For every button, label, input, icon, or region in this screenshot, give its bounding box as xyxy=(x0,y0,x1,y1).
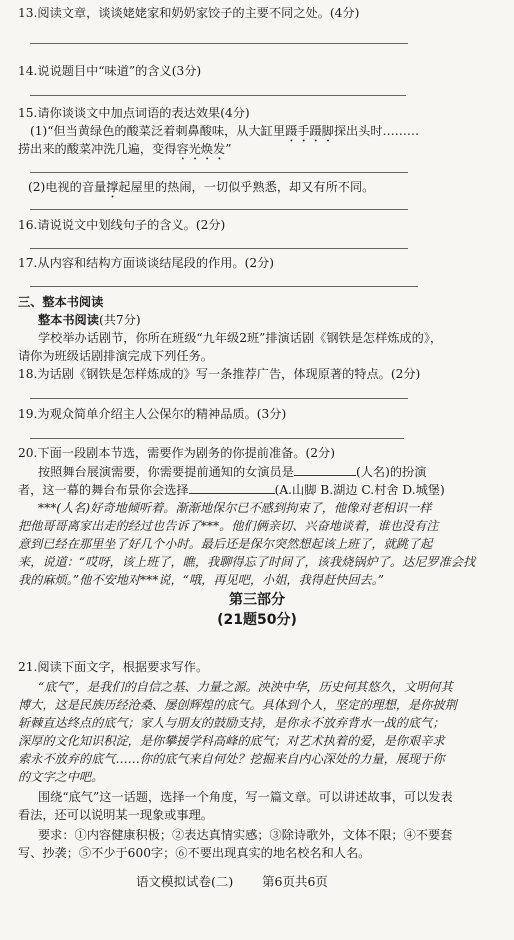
emphasized-word: 撑 xyxy=(106,180,119,194)
question-16: 16.请说说文中划线句子的含义。(2分) xyxy=(18,218,226,232)
part-3-score: (21题50分) xyxy=(217,612,297,628)
q20-text: 者，这一幕的舞台布景你会选择 xyxy=(18,483,189,497)
section-3-subheading xyxy=(38,313,514,328)
q15-text: 探出头时……… xyxy=(333,124,420,138)
task-line-1: 围绕“底气”这一话题，选择一个角度，写一篇文章。可以讲述故事，可以发表 xyxy=(38,790,453,804)
answer-line xyxy=(30,286,418,287)
essay-prompt-line-6: 的文字之中吧。 xyxy=(18,770,104,784)
script-line-5: 我的麻烦。”他不安地对***说，“哦，再见吧，小姐，我得赶快回去。” xyxy=(18,573,385,587)
answer-line xyxy=(30,248,408,249)
part-3-title: 第三部分 xyxy=(229,592,285,608)
script-line-3: 意到已经在那里坐了好几个小时。最后还是保尔突然想起该上班了，就跳了起 xyxy=(18,537,433,551)
essay-prompt-line-1: “底气”，是我们的自信之基、力量之源。泱泱中华，历史何其悠久，文明何其 xyxy=(38,680,453,694)
question-15: 15.请你谈谈文中加点词语的表达效果(4分) xyxy=(18,106,250,120)
emphasized-word: 蹑手蹑脚 xyxy=(285,124,334,138)
q15-text: 捞出来的酸菜冲洗几遍，变得 xyxy=(18,142,177,156)
essay-prompt-line-2: 博大，这是民族历经沧桑、屡创辉煌的底气。具体到个人，坚定的理想，是你披荆 xyxy=(18,698,457,712)
intro-line-2: 请你为班级话剧排演完成下列任务。 xyxy=(18,349,213,363)
q15-text: (1)“但当黄绿色的酸菜泛着刺鼻酸味，从大缸里 xyxy=(30,124,286,138)
question-20-line-1 xyxy=(38,464,514,480)
subheading-score: (共7分) xyxy=(98,313,141,327)
answer-line xyxy=(30,43,408,44)
script-line-1: ***(人名)好奇地倾听着。渐渐地保尔已不感到拘束了，他像对老相识一样 xyxy=(38,501,432,515)
q15-text: 起屋里的热闹，一切似乎熟悉，却又有所不同。 xyxy=(118,180,375,194)
requirement-line-1: 要求：①内容健康积极；②表达真情实感；③除诗歌外，文体不限；④不要套 xyxy=(38,828,453,842)
script-line-2: 把他哥哥离家出走的经过也告诉了***。他们俩亲切、兴奋地谈着，谁也没有注 xyxy=(18,519,439,533)
question-14: 14.说说题目中“味道”的含义(3分) xyxy=(18,64,202,78)
answer-line xyxy=(30,172,408,173)
subheading-label: 整本书阅读 xyxy=(38,313,99,327)
essay-prompt-line-3: 斩棘直达终点的底气；家人与朋友的鼓励支持，是你永不放弃背水一战的底气； xyxy=(18,716,445,730)
blank-actress-name[interactable] xyxy=(294,464,356,476)
answer-line xyxy=(30,438,404,439)
essay-prompt-line-4: 深厚的文化知识积淀，是你攀援学科高峰的底气；对艺术执着的爱，是你艰辛求 xyxy=(18,734,445,748)
answer-line xyxy=(30,209,408,210)
emphasized-word: 容光焕发 xyxy=(176,142,226,156)
question-17: 17.从内容和结构方面谈谈结尾段的作用。(2分) xyxy=(18,256,275,270)
question-15-item-1-line-2 xyxy=(18,142,500,163)
intro-line-1: 学校举办话剧节，你所在班级“九年级2班”排演话剧《钢铁是怎样炼成的》， xyxy=(38,331,443,345)
q20-text: (A.山脚 B.湖边 C.村舍 D.城堡) xyxy=(274,483,445,497)
question-13: 13.阅读文章，谈谈姥姥家和奶奶家饺子的主要不同之处。(4分) xyxy=(18,6,360,20)
q15-text: ” xyxy=(225,142,232,156)
task-line-2: 看法，还可以说明某一现象或事理。 xyxy=(18,808,213,822)
blank-stage-set[interactable] xyxy=(189,482,275,494)
footer-page-number: 第6页共6页 xyxy=(262,874,328,889)
section-3-heading: 三、整本书阅读 xyxy=(18,295,104,309)
question-21: 21.阅读下面文字，根据要求写作。 xyxy=(18,660,209,674)
question-20: 20.下面一段剧本节选，需要作为剧务的你提前准备。(2分) xyxy=(18,446,335,460)
footer-title: 语文模拟试卷(二) xyxy=(136,874,234,889)
question-18: 18.为话剧《钢铁是怎样炼成的》写一条推荐广告，体现原著的特点。(2分) xyxy=(18,367,421,381)
answer-line xyxy=(30,95,406,96)
answer-line xyxy=(30,398,408,399)
requirement-line-2: 写、抄袭；⑤不少于600字；⑥不要出现真实的地名校名和人名。 xyxy=(18,846,371,860)
q20-text: (人名)的扮演 xyxy=(355,465,427,479)
essay-prompt-line-5: 索永不放弃的底气……你的底气来自何处？挖掘来自内心深处的力量，展现于你 xyxy=(18,752,445,766)
script-line-4: 来，说道：“哎呀，该上班了，瞧，我聊得忘了时间了，该我烧锅炉了。达尼罗准会找 xyxy=(18,555,476,569)
q20-text: 按照舞台展演需要，你需要提前通知的女演员是 xyxy=(38,465,294,479)
q15-text: (2)电视的音量 xyxy=(28,180,107,194)
question-19: 19.为观众简单介绍主人公保尔的精神品质。(3分) xyxy=(18,407,287,421)
question-20-line-2 xyxy=(18,482,500,498)
question-15-item-2 xyxy=(28,180,510,201)
